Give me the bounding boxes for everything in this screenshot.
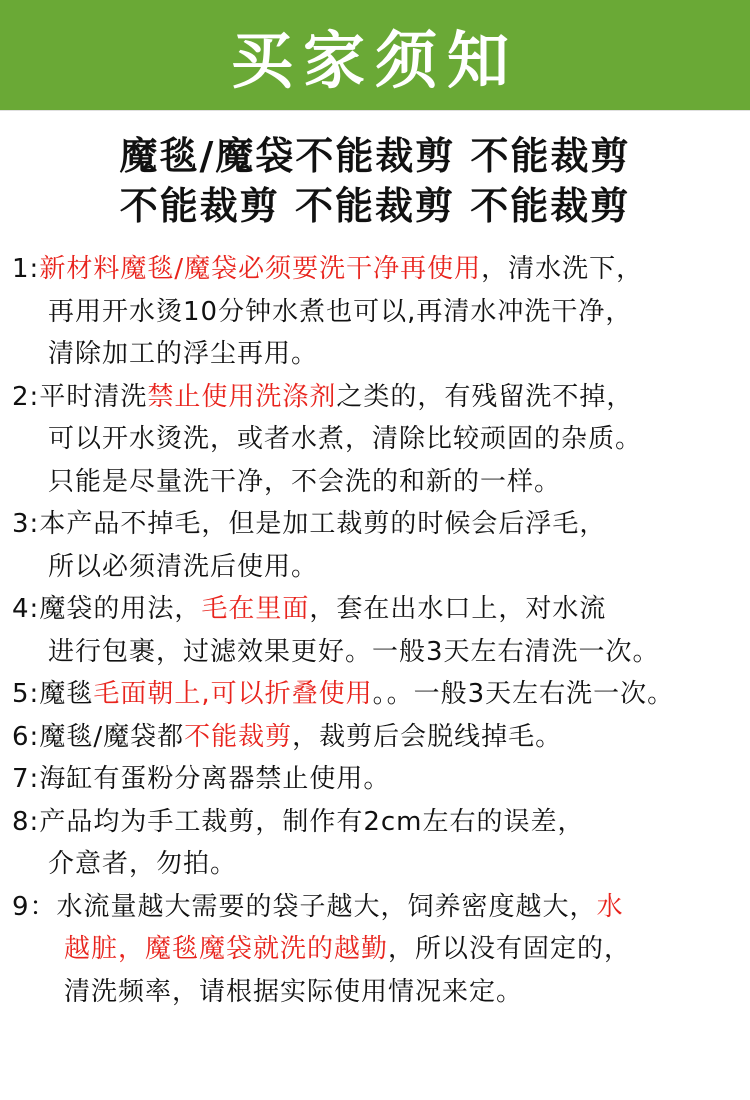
- note-number: 8:: [12, 806, 40, 837]
- note-number: 7:: [12, 764, 40, 794]
- note-text: ，清水洗下，: [481, 254, 644, 284]
- warning-line-2: 不能裁剪 不能裁剪 不能裁剪: [119, 184, 631, 228]
- note-2: [12, 376, 746, 504]
- note-continuation: 所以必须清洗后使用。: [48, 551, 319, 582]
- note-text: ，所以没有固定的，: [388, 934, 632, 964]
- note-number: 2:: [12, 381, 40, 412]
- warning-line-1: 魔毯/魔袋不能裁剪 不能裁剪: [119, 134, 631, 178]
- note-text: 平时清洗: [39, 381, 148, 412]
- note-text: 水流量越大需要的袋子越大，饲养密度越大，: [56, 891, 597, 922]
- note-continuation: 只能是尽量洗干净，不会洗的和新的一样。: [48, 466, 562, 497]
- note-6: [12, 716, 746, 759]
- notes-list: [0, 248, 750, 1013]
- note-7: [12, 758, 746, 801]
- note-text: ，裁剪后会脱线掉毛。: [292, 721, 563, 752]
- page-title: 买家须知: [230, 23, 519, 97]
- note-highlight: 毛在里面: [201, 594, 310, 624]
- note-highlight: 越脏，魔毯魔袋就洗的越勤: [64, 934, 389, 964]
- note-text: 之类的，有残留洗不掉，: [336, 381, 634, 412]
- note-continuation: 再用开水烫10分钟水煮也可以,再清水冲洗干净，: [48, 296, 633, 327]
- note-text: 本产品不掉毛，但是加工裁剪的时候会后浮毛，: [39, 509, 607, 539]
- note-number: 4:: [12, 594, 40, 624]
- note-text: 海缸有蛋粉分离器禁止使用。: [39, 764, 391, 794]
- note-number: 3:: [12, 509, 40, 539]
- note-9: [12, 886, 746, 1014]
- note-highlight: 水: [596, 891, 624, 922]
- note-continuation: 清除加工的浮尘再用。: [48, 339, 319, 369]
- note-continuation: 清洗频率，请根据实际使用情况来定。: [64, 976, 524, 1007]
- note-continuation: 进行包裹，过滤效果更好。一般3天左右清洗一次。: [48, 636, 660, 667]
- note-number: 9：: [12, 891, 57, 922]
- note-1: [12, 248, 746, 376]
- note-8: [12, 801, 746, 886]
- header-banner: [0, 0, 750, 111]
- note-highlight: 新材料魔毯/魔袋必须要洗干净再使用: [39, 254, 482, 284]
- note-3: [12, 503, 746, 588]
- note-text: 魔毯: [39, 679, 94, 709]
- note-number: 6:: [12, 721, 40, 752]
- warning-block: [0, 131, 750, 231]
- note-text: 魔袋的用法，: [39, 594, 202, 624]
- note-highlight: 禁止使用洗涤剂: [147, 381, 337, 412]
- note-text: 。。一般3天左右洗一次。: [372, 679, 675, 709]
- note-highlight: 毛面朝上,可以折叠使用: [93, 679, 373, 709]
- note-number: 5:: [12, 679, 40, 709]
- note-4: [12, 588, 746, 673]
- note-text: ，套在出水口上，对水流: [309, 594, 607, 624]
- note-continuation: 介意者，勿拍。: [48, 849, 238, 879]
- note-highlight: 不能裁剪: [184, 721, 293, 752]
- note-5: [12, 673, 746, 716]
- note-text: 产品均为手工裁剪，制作有2cm左右的误差，: [39, 806, 585, 837]
- note-number: 1:: [12, 254, 40, 284]
- note-continuation: 可以开水烫洗，或者水煮，清除比较顽固的杂质。: [48, 424, 643, 454]
- note-text: 魔毯/魔袋都: [39, 721, 185, 752]
